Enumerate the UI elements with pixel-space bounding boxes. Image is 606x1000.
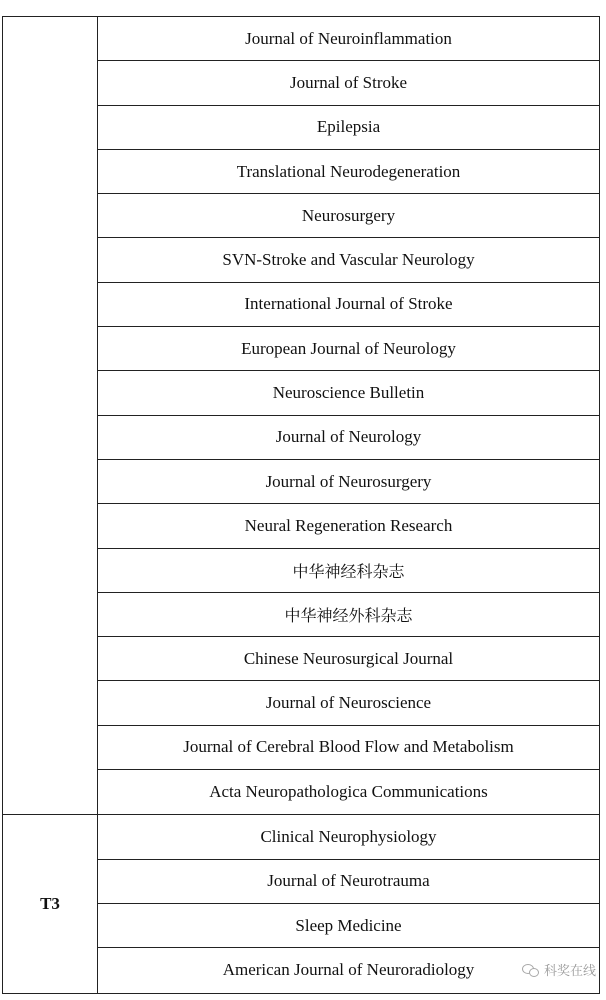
tier-cell — [2, 17, 98, 814]
journal-row: Journal of Neuroinflammation — [98, 17, 599, 61]
journal-row: Journal of Cerebral Blood Flow and Metabolism — [98, 726, 599, 770]
table-group-continued — [2, 16, 600, 815]
watermark-text: 科奖在线 — [543, 964, 596, 979]
wechat-icon — [522, 963, 540, 977]
journal-row: Translational Neurodegeneration — [98, 150, 599, 194]
journal-row: 中华神经科杂志 — [98, 549, 599, 593]
journal-row: International Journal of Stroke — [98, 283, 599, 327]
table-group-t3 — [2, 815, 600, 993]
journal-row: Journal of Neurotrauma — [98, 860, 599, 904]
journal-row: Neuroscience Bulletin — [98, 371, 599, 415]
journal-row: Journal of Neurosurgery — [98, 460, 599, 504]
journal-table — [2, 16, 600, 994]
journal-row: Neurosurgery — [98, 194, 599, 238]
journal-row: American Journal of Neuroradiology — [222, 960, 475, 980]
journal-row: Journal of Neurology — [98, 416, 599, 460]
journal-row: Epilepsia — [98, 106, 599, 150]
journal-row: Journal of Neuroscience — [98, 681, 599, 725]
journal-row: Chinese Neurosurgical Journal — [98, 637, 599, 681]
journal-row: Clinical Neurophysiology — [98, 815, 599, 859]
tier-cell: T3 — [2, 815, 98, 992]
journal-row: European Journal of Neurology — [98, 327, 599, 371]
journal-row: SVN-Stroke and Vascular Neurology — [98, 238, 599, 282]
journal-row: 中华神经外科杂志 — [98, 593, 599, 637]
journal-row: Journal of Stroke — [98, 61, 599, 105]
journal-row: Neural Regeneration Research — [98, 504, 599, 548]
journal-row: Sleep Medicine — [98, 904, 599, 948]
journal-list — [98, 17, 600, 814]
watermark — [522, 960, 596, 979]
journal-row: Acta Neuropathologica Communications — [209, 782, 488, 802]
